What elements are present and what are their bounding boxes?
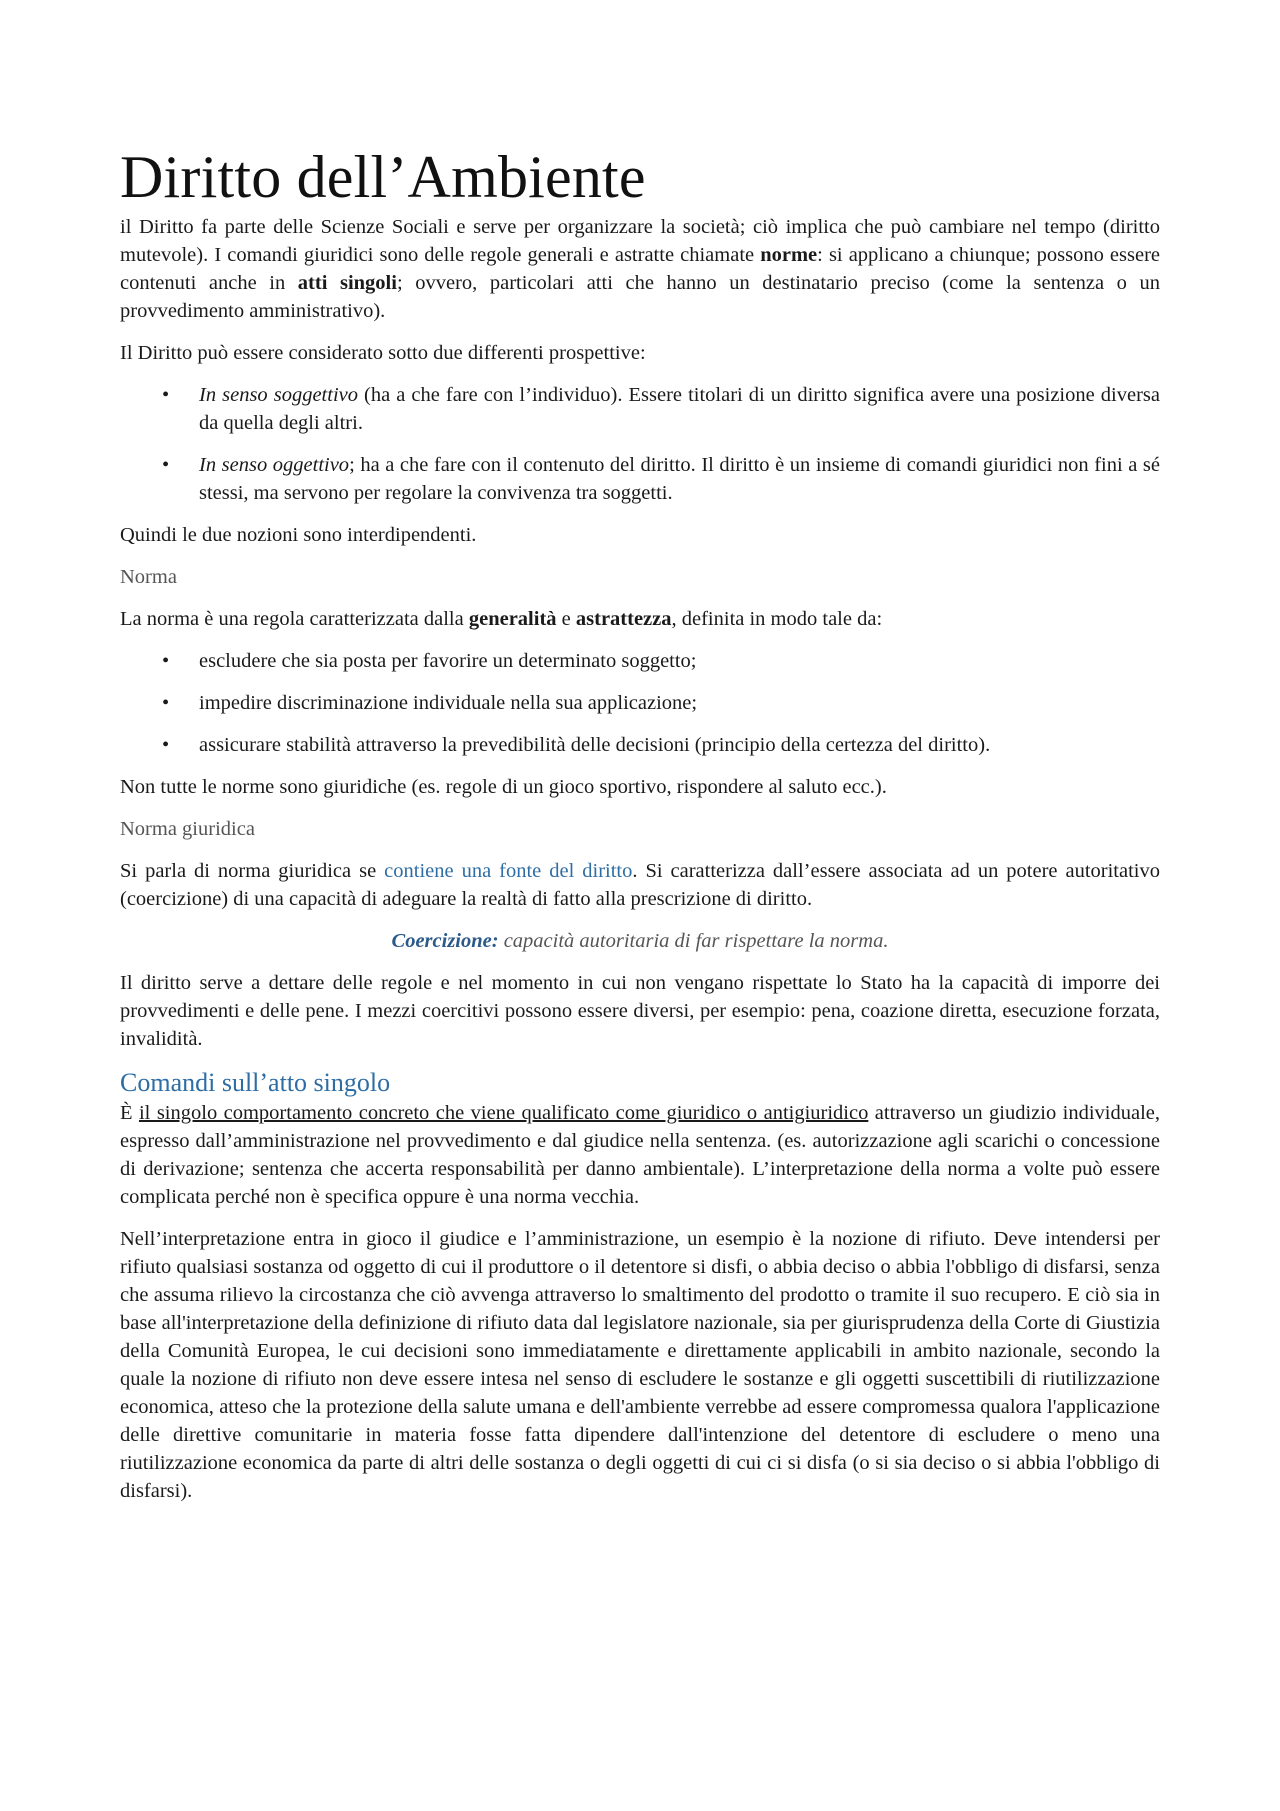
quote-text: capacità autoritaria di far rispettare la norma. [498,930,889,952]
norma-text: e [556,608,576,630]
norma-text: La norma è una regola caratterizzata dalla [120,608,469,630]
norma-list [120,647,1160,759]
bullet-icon: • [162,454,170,476]
norma-giuridica-text: . Si caratterizza dall’essere associata ad un potere autoritativo (coercizione) di una capacità di adeguare la realtà di fatto alla prescrizione di diritto. [120,860,1160,910]
list-item [120,689,1160,717]
coercizione-paragraph: Il diritto serve a dettare delle regole e nel momento in cui non vengano rispettate lo Stato ha la capacità di imporre dei provvedimenti e delle pene. I mezzi coercitivi possono essere diversi, per esempio: pena, coazione diretta, esecuzione forzata, invalidità. [120,972,1160,1050]
list-item [120,451,1160,507]
norma-paragraph [120,605,1160,633]
intro-text: : si applicano a chiunque; possono essere contenuti anche in [120,244,1160,294]
quindi-paragraph: Quindi le due nozioni sono interdipendenti. [120,524,477,546]
comandi-paragraph [120,1099,1160,1211]
norma-closing: Non tutte le norme sono giuridiche (es. regole di un gioco sportivo, rispondere al saluto ecc.). [120,776,887,798]
heading-norma: Norma [120,566,177,588]
heading-norma-giuridica: Norma giuridica [120,818,255,840]
norma-giuridica-paragraph [120,857,1160,913]
prospettive-list [120,381,1160,507]
bold-term-astrattezza: astrattezza [575,608,672,630]
intro-text: il Diritto fa parte delle Scienze Sociali e serve per organizzare la società; ciò implica che può cambiare nel tempo (diritto mutevole). I comandi giuridici sono delle regole generali e astratte chiamate [120,216,1160,266]
norma-text: , definita in modo tale da: [671,608,883,630]
list-item-text: assicurare stabilità attraverso la prevedibilità delle decisioni (principio della certezza del diritto). [199,734,991,756]
list-item-text: (ha a che fare con l’individuo). Essere titolari di un diritto significa avere una posizione diversa da quella degli altri. [199,384,1160,434]
bullet-icon: • [162,384,170,406]
fonte-del-diritto-link[interactable]: contiene una fonte del diritto [384,860,633,882]
rifiuto-paragraph: Nell’interpretazione entra in gioco il giudice e l’amministrazione, un esempio è la nozione di rifiuto. Deve intendersi per rifiuto qualsiasi sostanza od oggetto di cui il produttore o il detentore si disfi, o abbia deciso o abbia l'obbligo di disfarsi, senza che assuma rilievo la circostanza che ciò avvenga attraverso lo smaltimento del prodotto o tramite il suo recupero. E ciò sia in base all'interpretazione della definizione di rifiuto data dal legislatore nazionale, sia per giurisprudenza della Corte di Giustizia della Comunità Europea, le cui decisioni sono immediatamente e direttamente applicabili in ambito nazionale, secondo la quale la nozione di rifiuto non deve essere intesa nel senso di escludere le sostanze e gli oggetti suscettibili di riutilizzazione economica, atteso che la protezione della salute umana e dell'ambiente verrebbe ad essere compromessa qualora l'applicazione delle direttive comunitarie in materia fosse fatta dipendere dall'intenzione del detentore di escludere o meno una riutilizzazione economica da parte di altri delle sostanza o degli oggetti di cui ci si disfa (o si sia deciso o si abbia l'obbligo di disfarsi). [120,1228,1160,1502]
bold-term-norme: norme [760,244,818,266]
heading-comandi: Comandi sull’atto singolo [120,1068,391,1097]
comandi-text: È [120,1102,139,1124]
intro-text: ; ovvero, particolari atti che hanno un destinatario preciso (come la sentenza o un provvedimento amministrativo). [120,272,1160,322]
list-item [120,647,1160,675]
list-item-text: impedire discriminazione individuale nella sua applicazione; [199,692,698,714]
page-title: Diritto dell’Ambiente [120,144,646,210]
bullet-icon: • [162,734,170,756]
bullet-icon: • [162,692,170,714]
italic-term: In senso soggettivo [199,384,358,406]
coercizione-quote [120,927,1160,955]
quote-term: Coercizione: [391,930,499,952]
intro-paragraph [120,213,1160,325]
bold-term-generalita: generalità [468,608,557,630]
norma-giuridica-text: Si parla di norma giuridica se [120,860,385,882]
list-item [120,381,1160,437]
comandi-text: attraverso un giudizio individuale, espresso dall’amministrazione nel provvedimento e dal giudice nella sentenza. (es. autorizzazione agli scarichi o concessione di derivazione; sentenza che accerta responsabilità per danno ambientale). L’interpretazione della norma a volte può essere complicata perché non è specifica oppure è una norma vecchia. [120,1102,1161,1208]
bold-term-atti-singoli: atti singoli [297,272,397,294]
bullet-icon: • [162,650,170,672]
italic-term: In senso oggettivo [199,454,350,476]
list-item-text: ; ha a che fare con il contenuto del diritto. Il diritto è un insieme di comandi giuridici non fini a sé stessi, ma servono per regolare la convivenza tra soggetti. [199,454,1160,504]
list-item-text: escludere che sia posta per favorire un determinato soggetto; [199,650,697,672]
prospettive-intro: Il Diritto può essere considerato sotto due differenti prospettive: [120,342,646,364]
underlined-definition: il singolo comportamento concreto che viene qualificato come giuridico o antigiuridico [138,1102,869,1124]
list-item [120,731,1160,759]
